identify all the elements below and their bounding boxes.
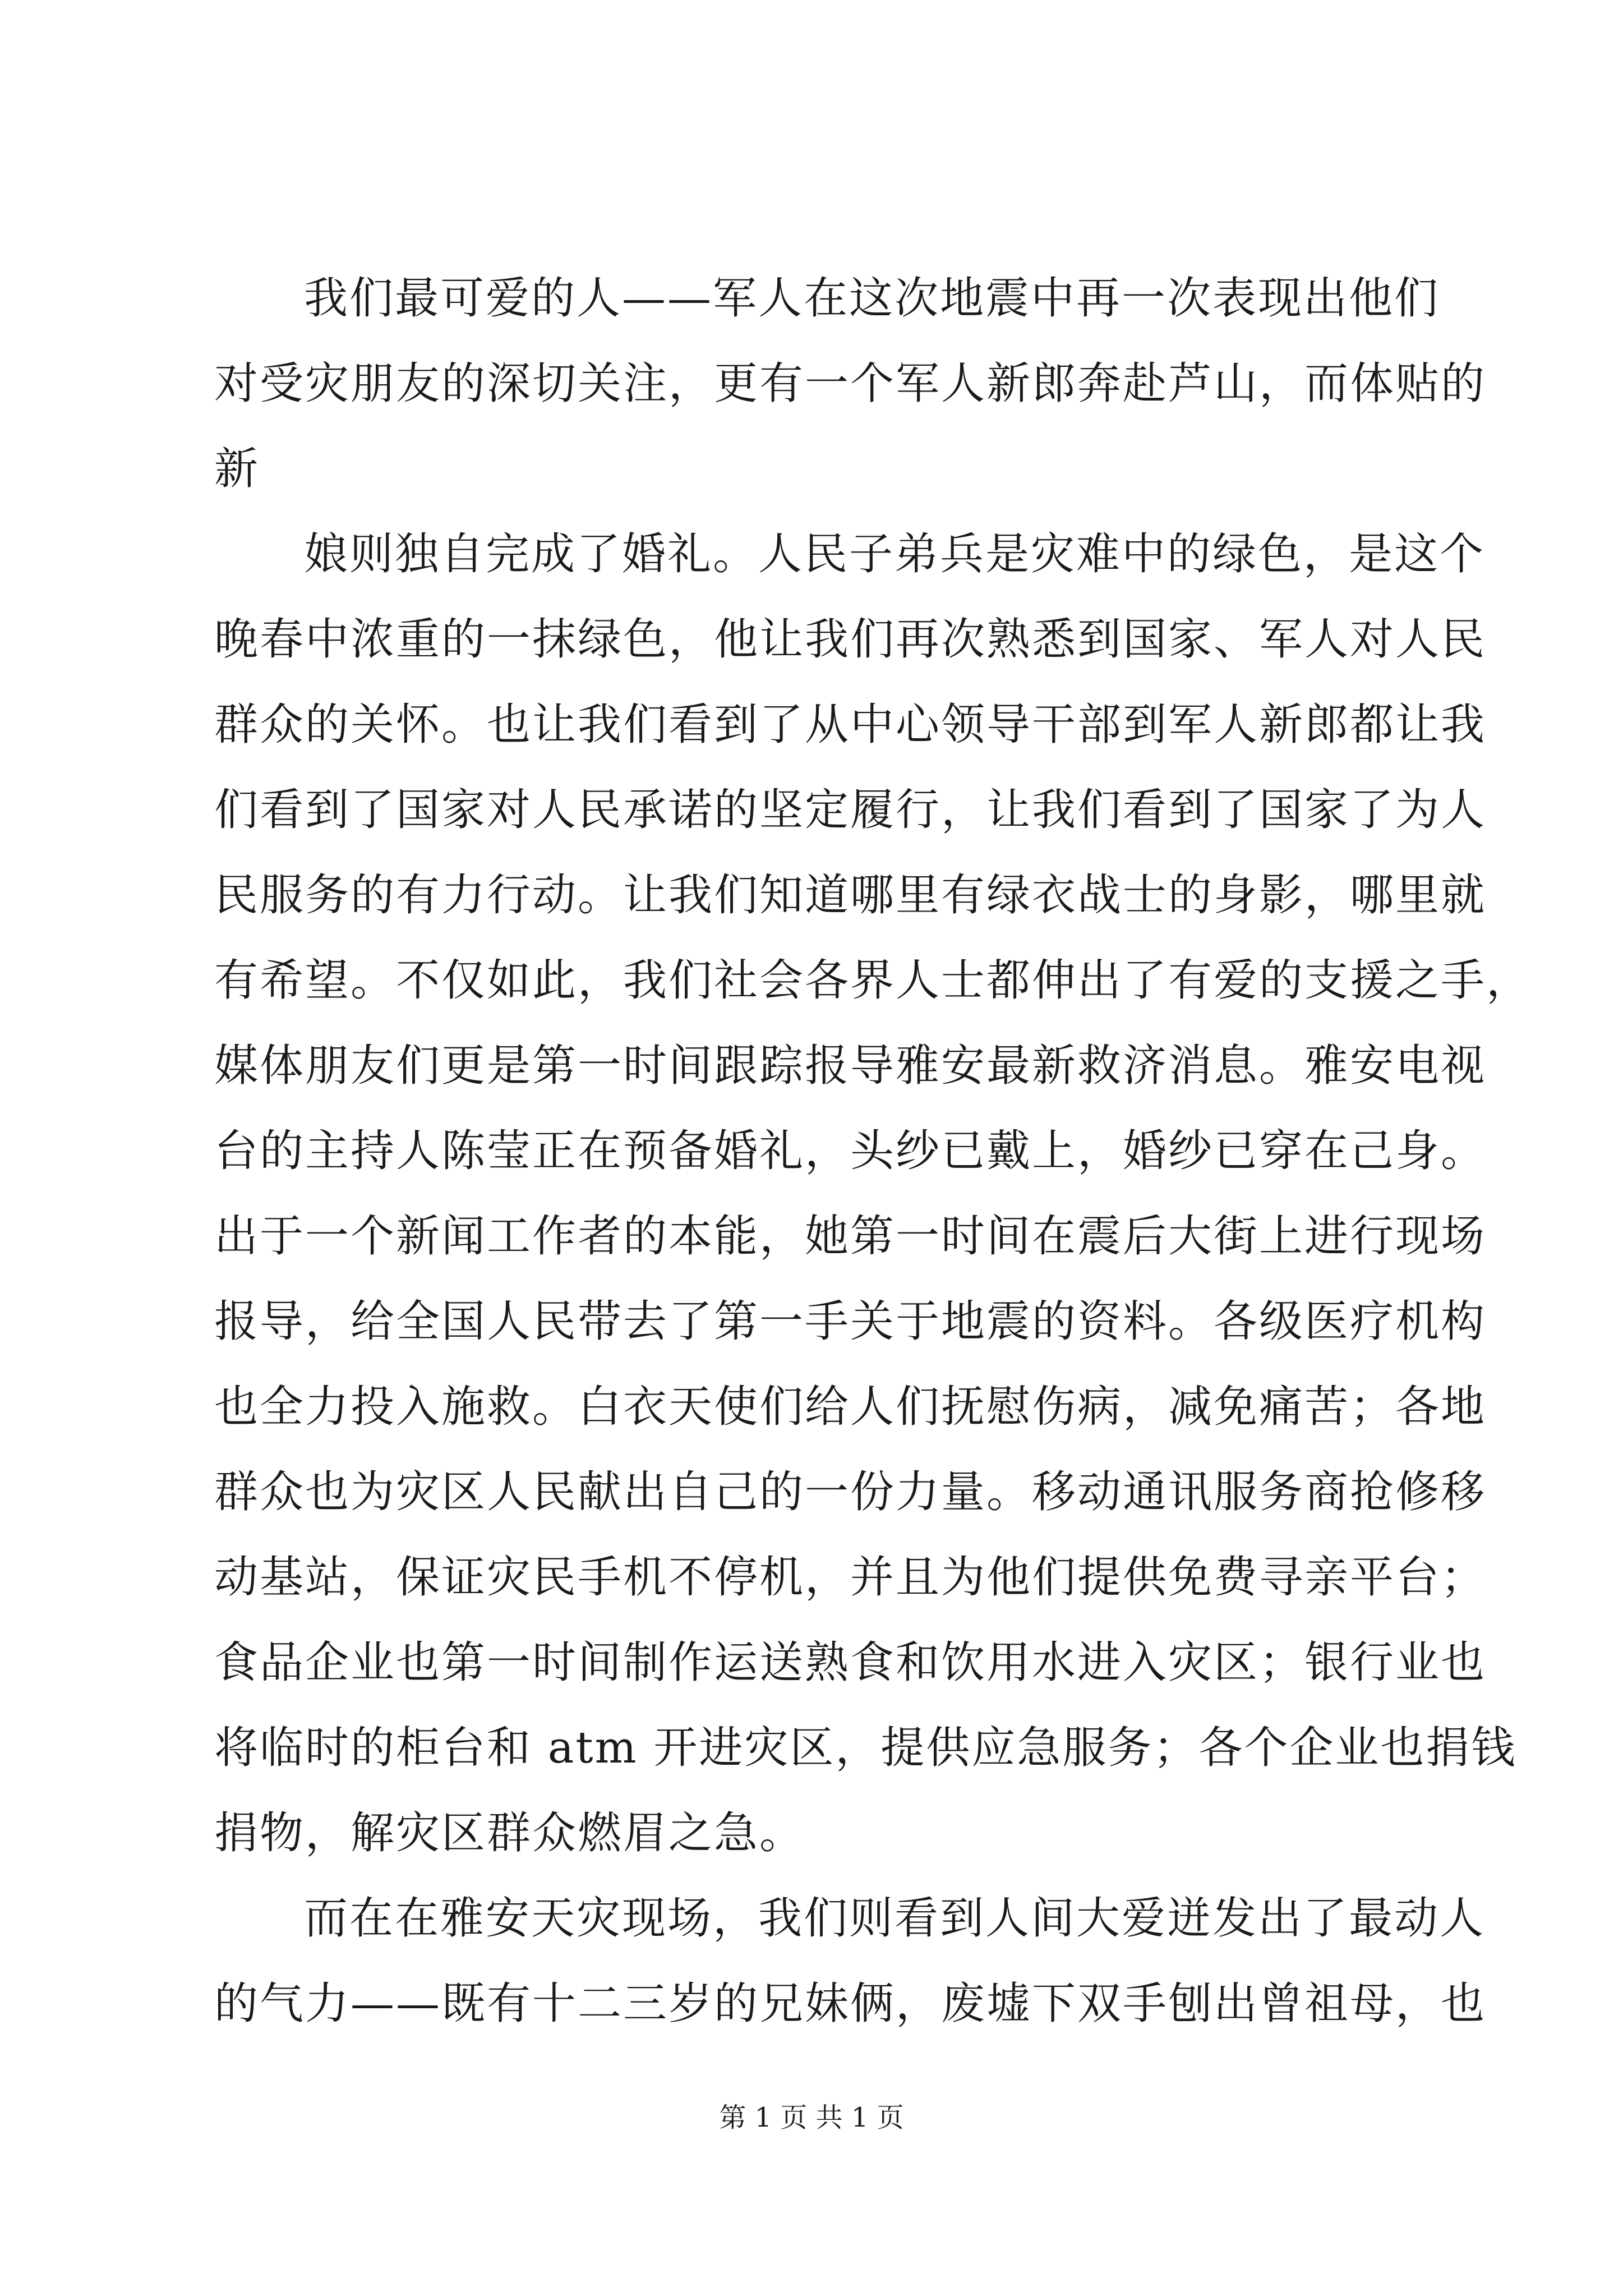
text-line: 群众也为灾区人民献出自己的一份力量。移动通讯服务商抢修移	[214, 1467, 1487, 1517]
body-text	[214, 256, 1532, 2046]
text-line: 的气力——既有十二三岁的兄妹俩，废墟下双手刨出曾祖母，也	[214, 1978, 1487, 2029]
text-line: 民服务的有力行动。让我们知道哪里有绿衣战士的身影，哪里就	[214, 870, 1487, 921]
text-line: 出于一个新闻工作者的本能，她第一时间在震后大街上进行现场	[214, 1211, 1487, 1262]
text-line: 我们最可爱的人——军人在这次地震中再一次表现出他们	[304, 273, 1440, 324]
text-line: 也全力投入施救。白衣天使们给人们抚慰伤病，减免痛苦；各地	[214, 1382, 1487, 1432]
text-line: 台的主持人陈莹正在预备婚礼，头纱已戴上，婚纱已穿在己身。	[214, 1126, 1487, 1176]
text-line: 娘则独自完成了婚礼。人民子弟兵是灾难中的绿色，是这个	[304, 529, 1486, 579]
text-line: 有希望。不仅如此，我们社会各界人士都伸出了有爱的支援之手，	[214, 955, 1532, 1006]
text-line: 食品企业也第一时间制作运送熟食和饮用水进入灾区；银行业也	[214, 1637, 1487, 1688]
text-line: 晚春中浓重的一抹绿色，他让我们再次熟悉到国家、军人对人民	[214, 614, 1487, 665]
text-line: 动基站，保证灾民手机不停机，并且为他们提供免费寻亲平台；	[214, 1552, 1487, 1603]
page-number-footer: 第 1 页 共 1 页	[719, 2102, 904, 2133]
text-line: 们看到了国家对人民承诺的坚定履行，让我们看到了国家了为人	[214, 785, 1487, 835]
text-line: 捐物，解灾区群众燃眉之急。	[214, 1808, 805, 1858]
text-line: 新	[214, 444, 260, 494]
text-line: 将临时的柜台和 atm 开进灾区，提供应急服务；各个企业也捐钱	[214, 1723, 1517, 1773]
text-line: 对受灾朋友的深切关注，更有一个军人新郎奔赴芦山，而体贴的	[214, 358, 1487, 409]
text-line: 报导，给全国人民带去了第一手关于地震的资料。各级医疗机构	[214, 1296, 1487, 1347]
text-line: 媒体朋友们更是第一时间跟踪报导雅安最新救济消息。雅安电视	[214, 1041, 1487, 1091]
text-line: 群众的关怀。也让我们看到了从中心领导干部到军人新郎都让我	[214, 700, 1487, 750]
text-line: 而在在雅安天灾现场，我们则看到人间大爱迸发出了最动人	[304, 1893, 1486, 1944]
